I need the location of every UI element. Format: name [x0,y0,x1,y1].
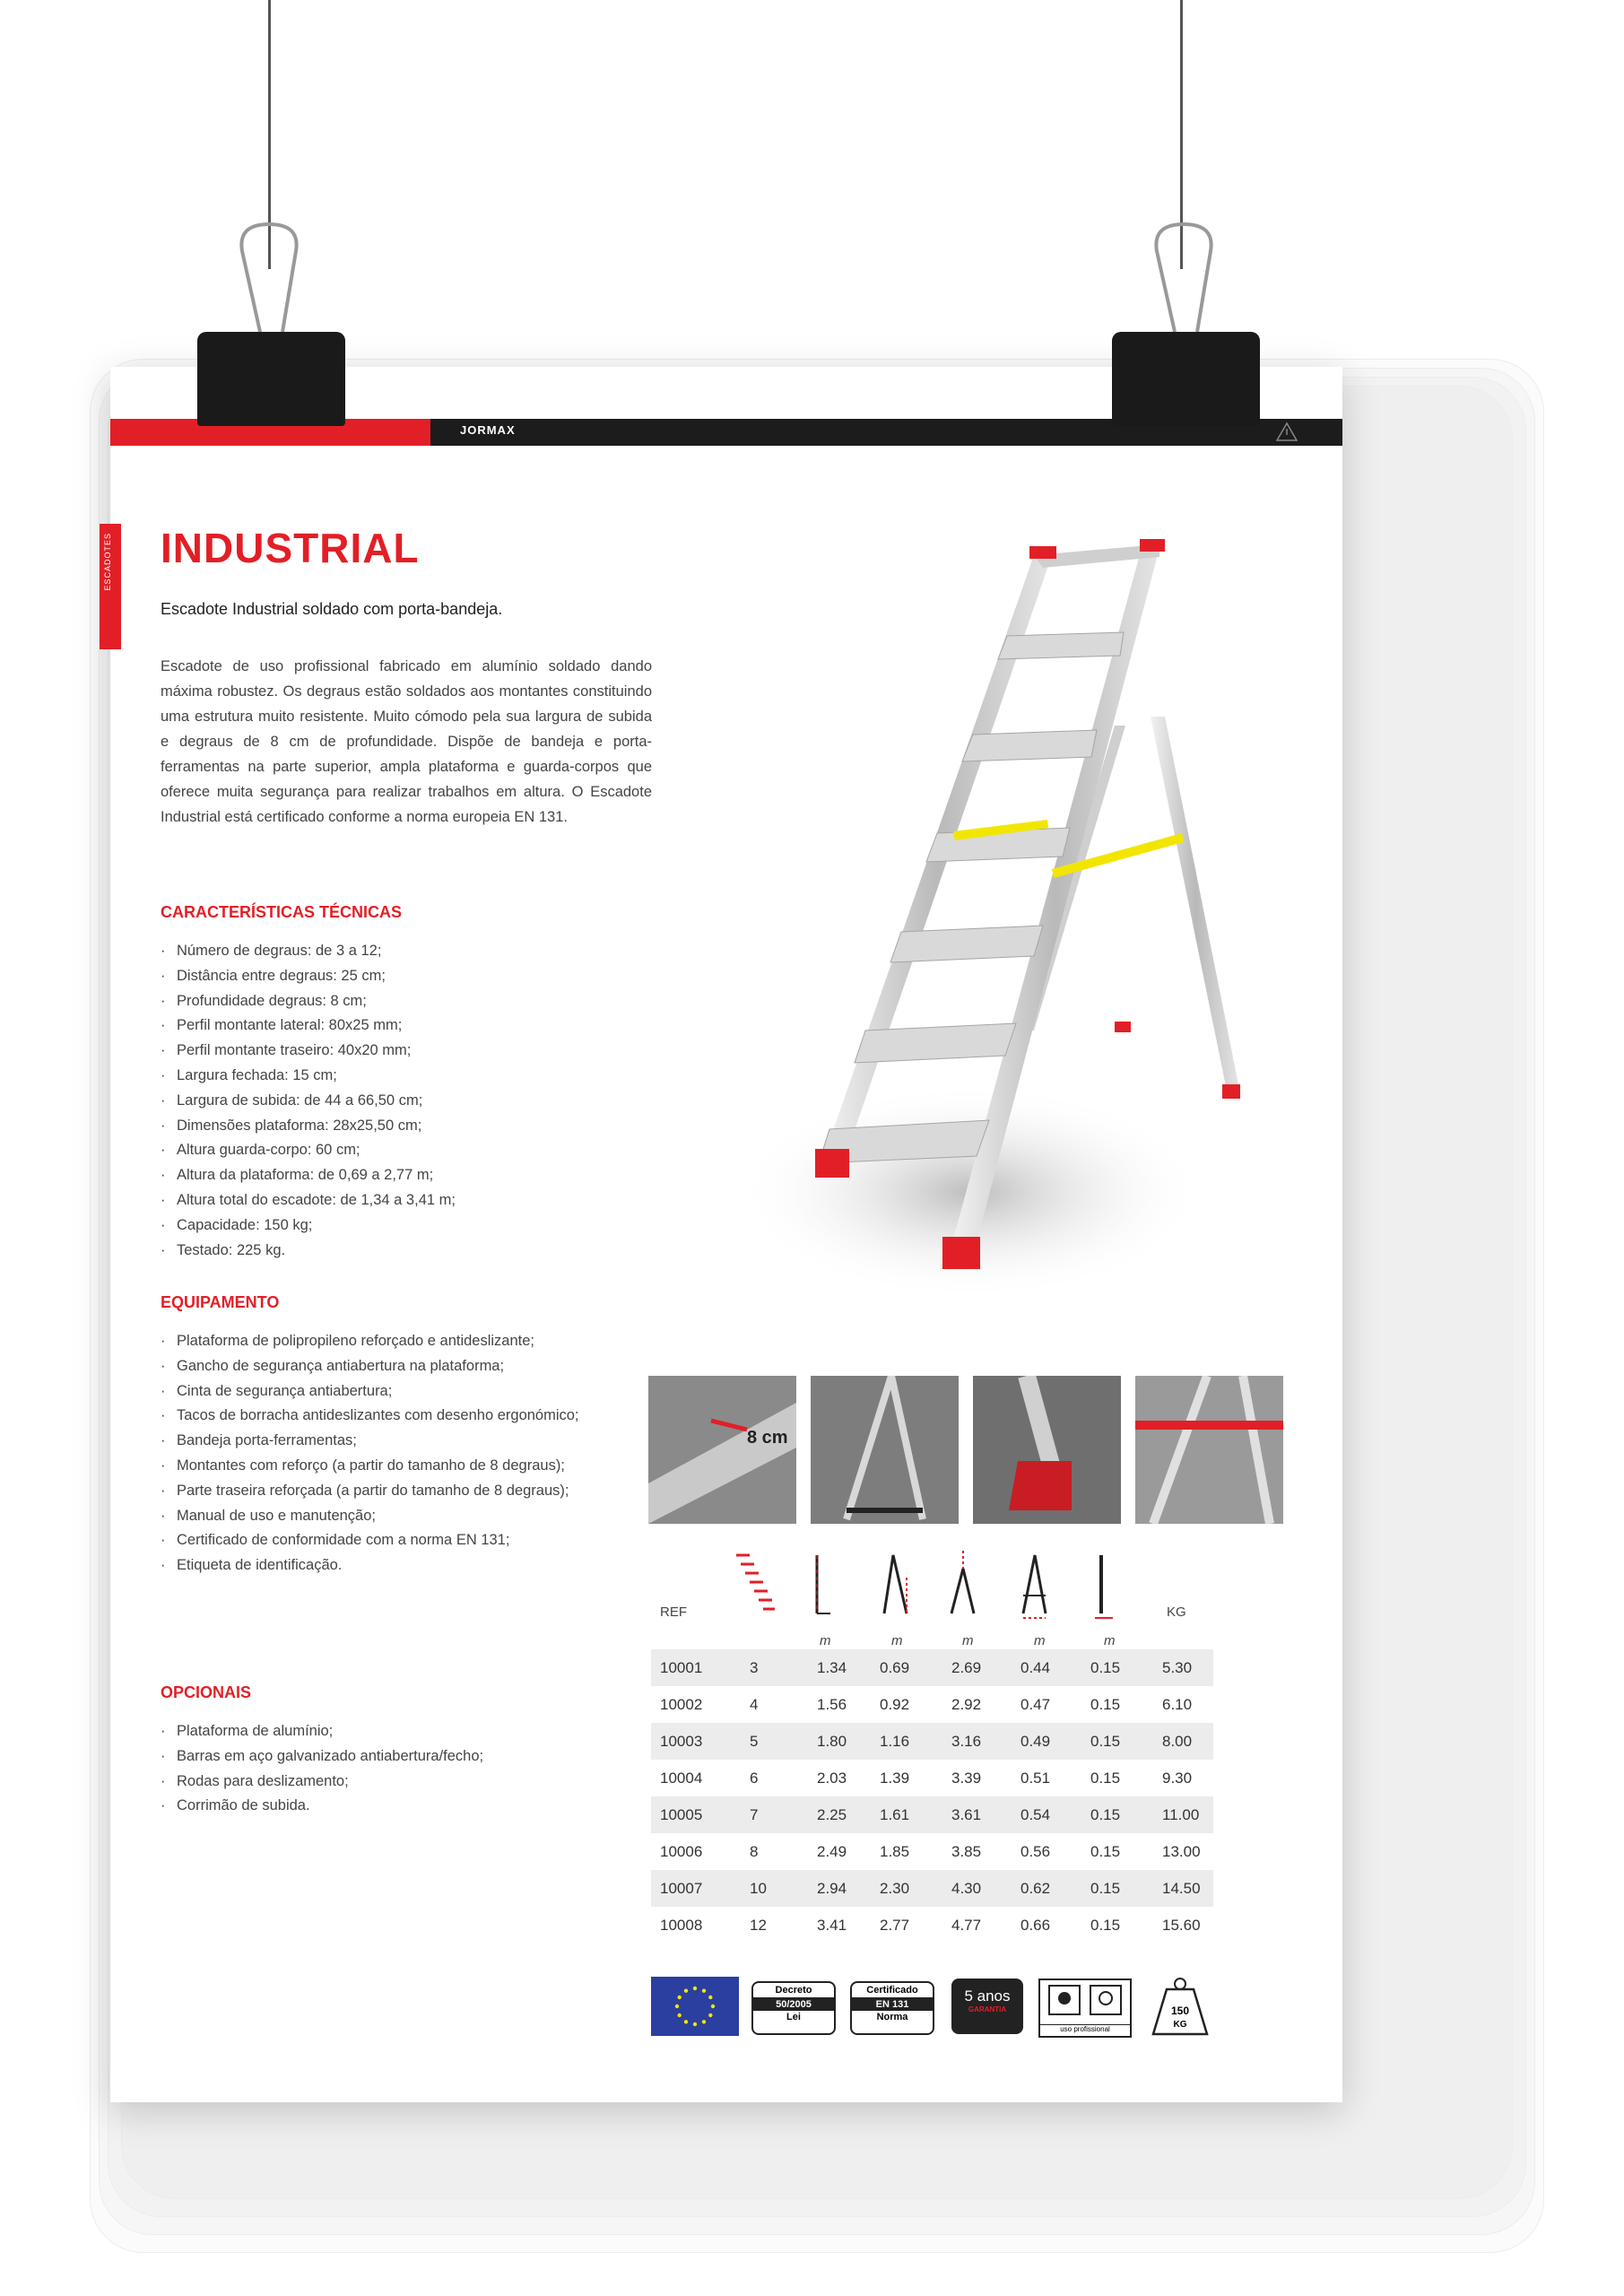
table-cell: 0.44 [1020,1659,1051,1676]
table-cell: 4.77 [951,1917,982,1934]
detail-thumbnail-platform [1135,1376,1283,1524]
table-cell: 1.56 [817,1696,847,1713]
table-cell: 4.30 [951,1880,982,1897]
table-cell: 1.80 [817,1733,847,1750]
table-cell: 5 [750,1733,759,1750]
list-item: · Altura total do escadote: de 1,34 a 3,41 m; [161,1188,643,1213]
table-cell: 1.34 [817,1659,847,1676]
list-item: · Perfil montante traseiro: 40x20 mm; [161,1039,643,1064]
table-cell: 8 [750,1843,759,1860]
table-cell: 0.15 [1090,1659,1121,1676]
table-cell: 0.69 [880,1659,910,1676]
list-item: · Profundidade degraus: 8 cm; [161,989,643,1014]
certificado-badge: Certificado EN 131 Norma [850,1981,934,2035]
warranty-badge: 5 anos GARANTIA [951,1979,1023,2034]
table-cell: 7 [750,1806,759,1823]
table-cell: 0.15 [1090,1917,1121,1934]
table-cell: 10005 [660,1806,703,1823]
list-item: · Perfil montante lateral: 80x25 mm; [161,1013,643,1039]
list-item: · Número de degraus: de 3 a 12; [161,939,643,964]
list-item: · Manual de uso e manutenção; [161,1504,643,1529]
list-item: · Corrimão de subida. [161,1794,643,1819]
table-cell: 0.56 [1020,1843,1051,1860]
table-header [651,1551,1213,1648]
detail-thumbnail-foot [973,1376,1121,1524]
list-item: · Plataforma de polipropileno reforçado e antideslizante; [161,1329,643,1354]
list-item: · Tacos de borracha antideslizantes com desenho ergonómico; [161,1404,643,1429]
table-cell: 1.16 [880,1733,910,1750]
catalog-page [103,367,1342,2102]
list-item: · Bandeja porta-ferramentas; [161,1429,643,1454]
table-cell: 0.15 [1090,1770,1121,1787]
certification-badges [651,1977,1225,2039]
list-item: · Testado: 225 kg. [161,1239,643,1264]
table-row [651,1833,1213,1870]
table-cell: 3.61 [951,1806,982,1823]
table-cell: 15.60 [1162,1917,1201,1934]
table-cell: 2.49 [817,1843,847,1860]
equipment-heading: EQUIPAMENTO [161,1293,280,1311]
list-item: · Dimensões plataforma: 28x25,50 cm; [161,1114,643,1139]
table-cell: 3.16 [951,1733,982,1750]
table-cell: 10006 [660,1843,703,1860]
table-cell: 10003 [660,1733,703,1750]
warning-icon [1276,422,1298,441]
table-cell: 0.15 [1090,1696,1121,1713]
table-cell: 6.10 [1162,1696,1193,1713]
binder-clip [197,332,345,430]
table-cell: 0.15 [1090,1880,1121,1897]
table-row [651,1686,1213,1723]
unit-label: m [820,1633,831,1648]
table-cell: 0.15 [1090,1733,1121,1750]
table-cell: 0.15 [1090,1843,1121,1860]
table-cell: 0.49 [1020,1733,1051,1750]
product-description: Escadote de uso profissional fabricado em alumínio soldado dando máxima robustez. Os degraus estão soldados aos montantes constituindo uma estrutura muito resistente. Muito cómodo pela sua largura de subida e degraus de 8 cm de profundidade. Dispõe de bandeja e porta-ferramentas na parte superior, ampla plataforma e guarda-corpos que oferece muita segurança para realizar trabalhos em altura. O Escadote Industrial está certificado conforme a norma europeia EN 131. [161,658,652,825]
table-cell: 5.30 [1162,1659,1193,1676]
specs-heading: CARACTERÍSTICAS TÉCNICAS [161,903,403,921]
table-cell: 2.92 [951,1696,982,1713]
ladder-image [738,528,1240,1318]
product-title: INDUSTRIAL [161,525,420,571]
list-item: · Cinta de segurança antiabertura; [161,1379,643,1405]
unit-label: m [1034,1633,1046,1648]
list-item: · Gancho de segurança antiabertura na plataforma; [161,1354,643,1379]
table-cell: 0.92 [880,1696,910,1713]
table-cell: 10 [750,1880,767,1897]
table-cell: 0.66 [1020,1917,1051,1934]
list-item: · Capacidade: 150 kg; [161,1213,643,1239]
table-cell: 2.25 [817,1806,847,1823]
list-item: · Etiqueta de identificação. [161,1553,643,1578]
table-cell: 8.00 [1162,1733,1193,1750]
list-item: · Distância entre degraus: 25 cm; [161,964,643,989]
equipment-list [161,1329,643,1578]
eu-flag-icon [651,1977,739,2036]
table-cell: 3.85 [951,1843,982,1860]
table-cell: 3.39 [951,1770,982,1787]
list-item: · Plataforma de alumínio; [161,1719,643,1744]
list-item: · Montantes com reforço (a partir do tamanho de 8 degraus); [161,1454,643,1479]
table-cell: 10001 [660,1659,703,1676]
professional-use-badge: uso profissional [1038,1979,1132,2038]
list-item: · Parte traseira reforçada (a partir do tamanho de 8 degraus); [161,1479,643,1504]
base-width-icon [1019,1551,1055,1622]
category-side-tab: ESCADOTES [100,524,121,649]
table-cell: 10004 [660,1770,703,1787]
table-row [651,1796,1213,1833]
closed-width-icon [1090,1551,1117,1622]
table-cell: 3 [750,1659,759,1676]
detail-thumbnail-step-depth [648,1376,796,1524]
unit-label: m [962,1633,974,1648]
table-cell: 0.51 [1020,1770,1051,1787]
list-item: · Altura guarda-corpo: 60 cm; [161,1138,643,1163]
unit-label: m [891,1633,903,1648]
table-cell: 10008 [660,1917,703,1934]
table-cell: 2.69 [951,1659,982,1676]
table-row [651,1870,1213,1907]
list-item: · Rodas para deslizamento; [161,1770,643,1795]
binder-clip [1112,332,1260,430]
table-cell: 10002 [660,1696,703,1713]
table-cell: 4 [750,1696,759,1713]
table-cell: 1.39 [880,1770,910,1787]
working-height-icon [947,1551,983,1622]
table-row [651,1723,1213,1760]
table-row [651,1760,1213,1796]
decreto-badge: Decreto 50/2005 Lei [751,1981,836,2035]
optional-list [161,1719,643,1819]
detail-thumbnail-strap [811,1376,959,1524]
table-cell: 0.15 [1090,1806,1121,1823]
table-cell: 0.47 [1020,1696,1051,1713]
platform-height-icon [880,1551,916,1622]
hands-icon [1040,1980,1130,2020]
table-cell: 9.30 [1162,1770,1193,1787]
column-kg: KG [1167,1605,1186,1620]
list-item: · Largura fechada: 15 cm; [161,1064,643,1089]
table-cell: 2.03 [817,1770,847,1787]
table-cell: 2.94 [817,1880,847,1897]
brand-logo: JORMAX [460,423,516,437]
table-cell: 1.61 [880,1806,910,1823]
table-cell: 0.54 [1020,1806,1051,1823]
weight-capacity-icon [1149,1977,1211,2038]
step-depth-label: 8 cm [747,1428,788,1448]
total-height-icon [812,1551,839,1622]
table-cell: 3.41 [817,1917,847,1934]
product-subtitle: Escadote Industrial soldado com porta-bandeja. [161,600,503,618]
unit-label: m [1104,1633,1116,1648]
table-cell: 0.62 [1020,1880,1051,1897]
specs-list [161,939,643,1263]
table-cell: 6 [750,1770,759,1787]
optional-heading: OPCIONAIS [161,1683,252,1701]
table-cell: 2.77 [880,1917,910,1934]
table-cell: 12 [750,1917,767,1934]
table-cell: 14.50 [1162,1880,1201,1897]
weight-value: 150 [1170,2005,1190,2017]
weight-unit: KG [1173,2020,1187,2030]
steps-icon [732,1551,777,1622]
table-cell: 11.00 [1162,1806,1200,1823]
list-item: · Barras em aço galvanizado antiabertura/fecho; [161,1744,643,1770]
table-cell: 10007 [660,1880,703,1897]
table-cell: 1.85 [880,1843,910,1860]
column-ref: REF [660,1605,687,1620]
list-item: · Certificado de conformidade com a norma EN 131; [161,1528,643,1553]
table-row [651,1907,1213,1944]
table-row [651,1649,1213,1686]
list-item: · Largura de subida: de 44 a 66,50 cm; [161,1089,643,1114]
table-cell: 13.00 [1162,1843,1201,1860]
table-cell: 2.30 [880,1880,910,1897]
list-item: · Altura da plataforma: de 0,69 a 2,77 m; [161,1163,643,1188]
